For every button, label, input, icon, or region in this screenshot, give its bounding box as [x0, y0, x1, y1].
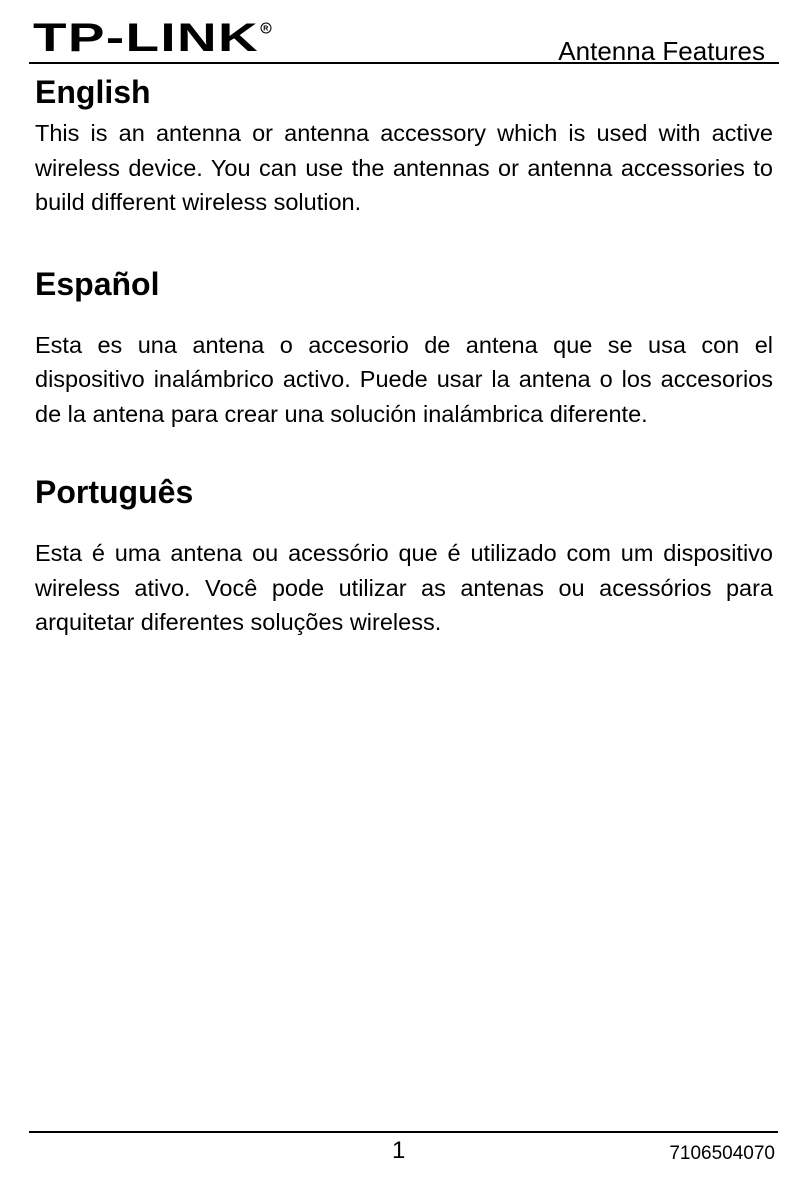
page-number: 1: [392, 1137, 406, 1164]
document-code: 7106504070: [669, 1143, 775, 1164]
section-paragraph: Esta es una antena o accesorio de antena que se usa con el dispositivo inalámbrico activo. Puede usar la antena o los accesorios de la antena para crear una solución inalámbrica diferente.: [35, 331, 773, 427]
page-header: [33, 14, 779, 66]
section-heading: Português: [35, 474, 194, 510]
section-english: [35, 68, 773, 220]
section-paragraph: This is an antenna or antenna accessory which is used with active wireless device. You can use the antennas or antenna accessories to build different wireless solution.: [35, 120, 773, 215]
section-heading: English: [35, 74, 151, 110]
registered-mark-letter: R: [263, 25, 269, 33]
page-title: Antenna Features: [558, 36, 765, 66]
document-body: [35, 68, 773, 640]
section-spanish: [35, 260, 773, 432]
section-heading: Español: [35, 265, 160, 302]
logo-wordmark: TP-LINK: [33, 20, 259, 56]
section-portuguese: [35, 468, 773, 640]
tp-link-logo: [33, 20, 273, 56]
header-divider: [29, 62, 779, 64]
footer-divider: [29, 1131, 778, 1133]
section-paragraph: Esta é uma antena ou acessório que é utilizado com um dispositivo wireless ativo. Você pode utilizar as antenas ou acessórios para arquitetar diferentes soluções wireless.: [35, 540, 773, 635]
